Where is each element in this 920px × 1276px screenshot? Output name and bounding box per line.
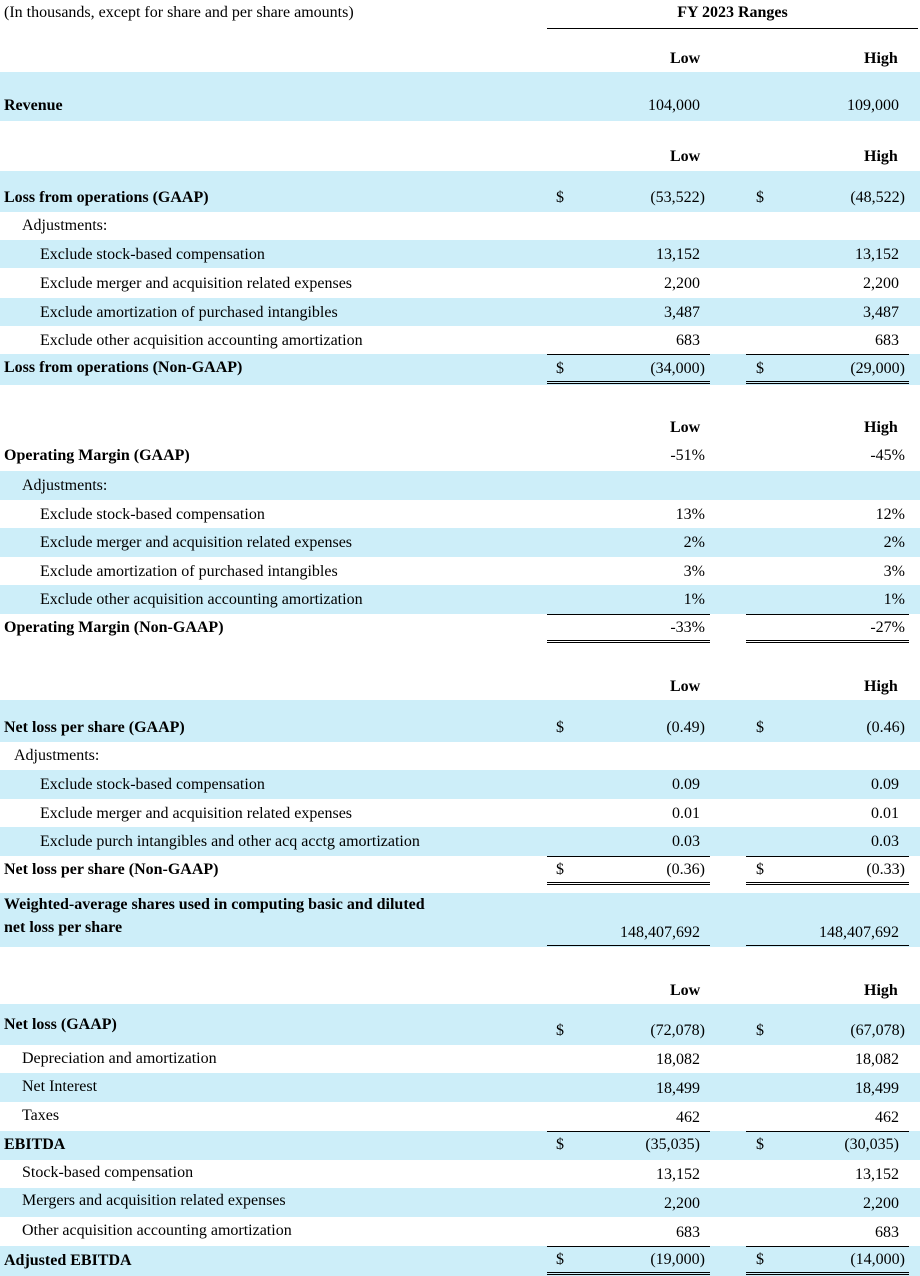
dollar-sign: $ bbox=[556, 189, 564, 206]
row-label: Other acquisition accounting amortization bbox=[22, 1222, 292, 1239]
value-low: 148,407,692 bbox=[620, 924, 700, 941]
row-label: Depreciation and amortization bbox=[22, 1050, 217, 1067]
row-label: Exclude merger and acquisition related expenses bbox=[40, 275, 353, 292]
ops-nongaap-row bbox=[0, 354, 920, 385]
value-low: 18,499 bbox=[656, 1080, 700, 1097]
value-low: (19,000) bbox=[650, 1251, 705, 1268]
margin-nongaap-row bbox=[0, 614, 920, 644]
adjustments-row bbox=[0, 742, 920, 770]
value-high: (30,035) bbox=[844, 1136, 899, 1153]
value-low: 0.01 bbox=[672, 805, 700, 822]
column-header-row bbox=[0, 48, 920, 72]
row-label: Exclude other acquisition accounting amortization bbox=[40, 591, 363, 608]
value-high: 18,499 bbox=[855, 1080, 899, 1097]
value-low: (35,035) bbox=[645, 1136, 700, 1153]
table-row bbox=[0, 1045, 920, 1073]
row-label: Net loss per share (Non-GAAP) bbox=[4, 861, 219, 878]
value-low: 13,152 bbox=[656, 1166, 700, 1183]
title-underline bbox=[547, 28, 918, 29]
table-title: FY 2023 Ranges bbox=[677, 4, 788, 21]
dollar-sign: $ bbox=[756, 1136, 764, 1153]
adjustments-row bbox=[0, 471, 920, 500]
row-label: Weighted-average shares used in computing basic and diluted bbox=[4, 896, 425, 913]
col-high: High bbox=[864, 50, 898, 67]
table-row bbox=[0, 1217, 920, 1246]
dollar-sign: $ bbox=[756, 1022, 764, 1039]
row-label: Stock-based compensation bbox=[22, 1164, 194, 1181]
dollar-sign: $ bbox=[556, 1251, 564, 1268]
value-high: 1% bbox=[883, 591, 905, 608]
row-label: Exclude stock-based compensation bbox=[40, 506, 265, 523]
table-row bbox=[0, 326, 920, 354]
value-low: 1% bbox=[683, 591, 705, 608]
column-header-row bbox=[0, 676, 920, 700]
row-label: Adjustments: bbox=[22, 477, 108, 494]
table-row bbox=[0, 240, 920, 268]
table-row bbox=[0, 827, 920, 856]
revenue-low: 104,000 bbox=[648, 97, 700, 114]
value-high: (29,000) bbox=[850, 360, 905, 377]
value-high: (67,078) bbox=[850, 1022, 905, 1039]
row-label: Mergers and acquisition related expenses bbox=[22, 1192, 286, 1209]
value-low: (0.49) bbox=[666, 719, 705, 736]
margin-gaap-row bbox=[0, 441, 920, 471]
table-row bbox=[0, 585, 920, 614]
value-high: 18,082 bbox=[855, 1051, 899, 1068]
value-high: 462 bbox=[875, 1109, 899, 1126]
row-label: Adjustments: bbox=[14, 747, 100, 764]
col-low: Low bbox=[670, 678, 701, 695]
revenue-high: 109,000 bbox=[847, 97, 899, 114]
row-label: Adjustments: bbox=[22, 217, 108, 234]
revenue-row bbox=[0, 72, 920, 121]
value-high: (48,522) bbox=[850, 189, 905, 206]
row-label: Net loss per share (GAAP) bbox=[4, 719, 185, 736]
dollar-sign: $ bbox=[556, 1022, 564, 1039]
value-low: 3,487 bbox=[664, 304, 700, 321]
value-low: (72,078) bbox=[650, 1022, 705, 1039]
row-label: Operating Margin (GAAP) bbox=[4, 447, 190, 464]
value-low: 2,200 bbox=[664, 275, 700, 292]
table-row bbox=[0, 1188, 920, 1217]
shares-row bbox=[0, 893, 920, 947]
table-row bbox=[0, 298, 920, 326]
adjustments-row bbox=[0, 212, 920, 240]
value-high: (0.46) bbox=[866, 719, 905, 736]
dollar-sign: $ bbox=[756, 1251, 764, 1268]
table-row bbox=[0, 528, 920, 557]
column-header-row bbox=[0, 146, 920, 170]
col-low: Low bbox=[670, 50, 701, 67]
value-low: 0.03 bbox=[672, 833, 700, 850]
value-low: 0.09 bbox=[672, 776, 700, 793]
value-high: 0.03 bbox=[871, 833, 899, 850]
row-label: Exclude merger and acquisition related expenses bbox=[40, 534, 353, 551]
value-high: 2,200 bbox=[863, 1195, 899, 1212]
dollar-sign: $ bbox=[556, 360, 564, 377]
row-label: Exclude purch intangibles and other acq acctg amortization bbox=[40, 833, 420, 850]
table-note: (In thousands, except for share and per share amounts) bbox=[4, 4, 354, 21]
col-high: High bbox=[864, 982, 898, 999]
value-high: 148,407,692 bbox=[819, 924, 899, 941]
row-label: Exclude stock-based compensation bbox=[40, 246, 265, 263]
value-low: 2,200 bbox=[664, 1195, 700, 1212]
value-high: (14,000) bbox=[850, 1251, 905, 1268]
dollar-sign: $ bbox=[756, 861, 764, 878]
row-label: EBITDA bbox=[4, 1136, 66, 1153]
row-label: Operating Margin (Non-GAAP) bbox=[4, 619, 224, 636]
value-high: -45% bbox=[870, 447, 905, 464]
value-low: -33% bbox=[670, 619, 705, 636]
value-high: 683 bbox=[875, 332, 899, 349]
value-high: -27% bbox=[870, 619, 905, 636]
table-row bbox=[0, 799, 920, 827]
dollar-sign: $ bbox=[756, 360, 764, 377]
column-header-row bbox=[0, 417, 920, 441]
row-label: Net Interest bbox=[22, 1078, 98, 1095]
value-low: 2% bbox=[683, 534, 705, 551]
value-low: 683 bbox=[676, 332, 700, 349]
value-high: 2,200 bbox=[863, 275, 899, 292]
eps-gaap-row bbox=[0, 700, 920, 742]
table-row bbox=[0, 1160, 920, 1188]
eps-nongaap-row bbox=[0, 856, 920, 886]
value-high: 2% bbox=[883, 534, 905, 551]
row-label-cont: net loss per share bbox=[4, 919, 123, 936]
dollar-sign: $ bbox=[556, 861, 564, 878]
row-label: Net loss (GAAP) bbox=[4, 1016, 117, 1033]
row-label: Exclude stock-based compensation bbox=[40, 776, 265, 793]
row-label: Exclude other acquisition accounting amortization bbox=[40, 332, 363, 349]
value-high: 0.01 bbox=[871, 805, 899, 822]
row-label: Exclude amortization of purchased intangibles bbox=[40, 563, 338, 580]
value-low: 13,152 bbox=[656, 246, 700, 263]
row-label: Loss from operations (GAAP) bbox=[4, 189, 209, 206]
row-label: Exclude merger and acquisition related expenses bbox=[40, 805, 353, 822]
value-low: -51% bbox=[670, 447, 705, 464]
col-low: Low bbox=[670, 419, 701, 436]
table-row bbox=[0, 268, 920, 298]
value-low: (34,000) bbox=[650, 360, 705, 377]
adjusted-ebitda-row bbox=[0, 1246, 920, 1276]
value-high: 13,152 bbox=[855, 1166, 899, 1183]
value-low: 18,082 bbox=[656, 1051, 700, 1068]
ebitda-row bbox=[0, 1131, 920, 1160]
value-high: (0.33) bbox=[866, 861, 905, 878]
value-low: 3% bbox=[683, 563, 705, 580]
table-row bbox=[0, 557, 920, 585]
dollar-sign: $ bbox=[556, 1136, 564, 1153]
table-row bbox=[0, 1102, 920, 1131]
netloss-row bbox=[0, 1004, 920, 1045]
ops-gaap-row bbox=[0, 171, 920, 212]
value-low: 462 bbox=[676, 1109, 700, 1126]
dollar-sign: $ bbox=[756, 189, 764, 206]
value-low: 13% bbox=[675, 506, 705, 523]
value-low: (0.36) bbox=[666, 861, 705, 878]
col-low: Low bbox=[670, 148, 701, 165]
value-high: 12% bbox=[875, 506, 905, 523]
row-label: Loss from operations (Non-GAAP) bbox=[4, 359, 243, 376]
value-high: 3% bbox=[883, 563, 905, 580]
table-row bbox=[0, 770, 920, 799]
table-row bbox=[0, 1073, 920, 1102]
row-label: Exclude amortization of purchased intangibles bbox=[40, 304, 338, 321]
table-row bbox=[0, 500, 920, 528]
value-high: 683 bbox=[875, 1224, 899, 1241]
revenue-label: Revenue bbox=[4, 97, 63, 114]
value-low: (53,522) bbox=[650, 189, 705, 206]
value-low: 683 bbox=[676, 1224, 700, 1241]
dollar-sign: $ bbox=[556, 719, 564, 736]
row-label: Taxes bbox=[22, 1107, 60, 1124]
col-high: High bbox=[864, 148, 898, 165]
value-high: 0.09 bbox=[871, 776, 899, 793]
dollar-sign: $ bbox=[756, 719, 764, 736]
col-high: High bbox=[864, 419, 898, 436]
column-header-row bbox=[0, 980, 920, 1004]
value-high: 3,487 bbox=[863, 304, 899, 321]
col-high: High bbox=[864, 678, 898, 695]
col-low: Low bbox=[670, 982, 701, 999]
value-high: 13,152 bbox=[855, 246, 899, 263]
row-label: Adjusted EBITDA bbox=[4, 1252, 132, 1269]
